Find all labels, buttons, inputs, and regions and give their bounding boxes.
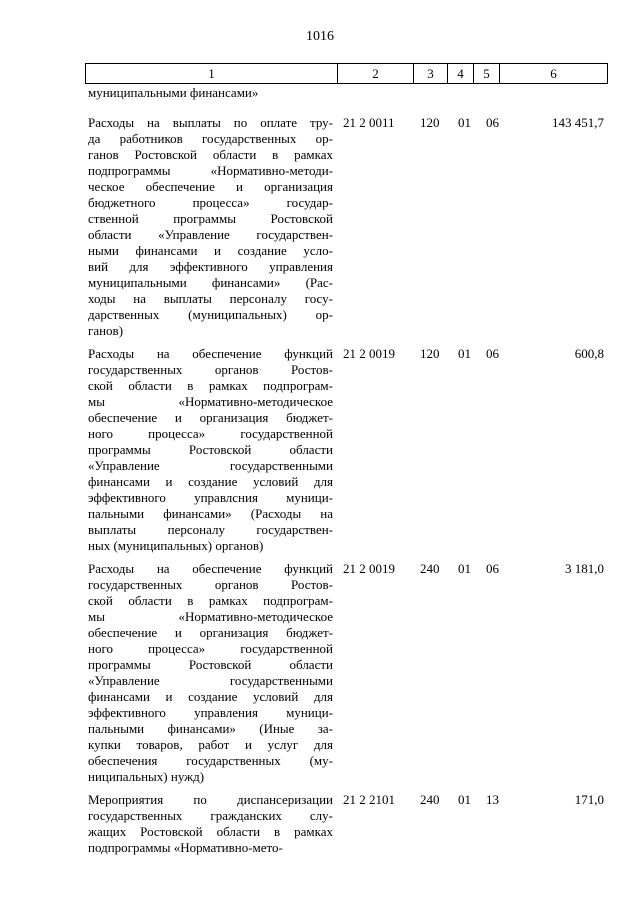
description-line: дарственных (муниципальных) ор-	[88, 307, 333, 322]
description-line: ской области в рамках подпрограм-	[88, 593, 333, 608]
description-line: пальными финансами» (Расходы на	[88, 506, 333, 521]
description-line: бюджетного процесса» государ-	[88, 195, 333, 210]
page-number: 1016	[306, 29, 334, 44]
description-line: подпрограммы «Нормативно-мето-	[88, 840, 283, 855]
description-line: пальными финансами» (Иные за-	[88, 721, 333, 736]
column-header-5: 5	[474, 64, 500, 84]
description-line: обеспечение и организация бюджет-	[88, 625, 333, 640]
row-expense-type: 120	[420, 346, 440, 361]
row-target-article: 21 2 0019	[343, 346, 395, 361]
description-line: ного процесса» государственной	[88, 641, 333, 656]
description-line: ганов)	[88, 323, 124, 338]
description-line: программы Ростовской области	[88, 442, 333, 457]
description-line: программы Ростовской области	[88, 657, 333, 672]
row-subsection: 06	[486, 115, 499, 130]
description-line: Расходы на обеспечение функций	[88, 561, 333, 576]
description-line: «Управление государственными	[88, 458, 333, 473]
description-line: жащих Ростовской области в рамках	[88, 824, 333, 839]
row-section: 01	[458, 561, 471, 576]
row-subsection: 13	[486, 792, 499, 807]
description-line: области «Управление государствен-	[88, 227, 333, 242]
description-line: финансами и создание условий для	[88, 474, 333, 489]
description-line: обеспечение и организация бюджет-	[88, 410, 333, 425]
row-target-article: 21 2 0011	[343, 115, 395, 130]
description-line: выплаты персоналу государствен-	[88, 522, 333, 537]
description-line: эффективного управлсния муници-	[88, 490, 333, 505]
column-header-3: 3	[414, 64, 448, 84]
description-line: ного процесса» государственной	[88, 426, 333, 441]
description-line: ской области в рамках подпрограм-	[88, 378, 333, 393]
description-line: обеспечения государственных (му-	[88, 753, 333, 768]
description-line: мы «Нормативно-методическое	[88, 609, 333, 624]
description-line: мы «Нормативно-методическое	[88, 394, 333, 409]
row-description	[88, 115, 333, 339]
table-row	[88, 346, 608, 554]
row-subsection: 06	[486, 346, 499, 361]
description-line: государственных органов Ростов-	[88, 577, 333, 592]
column-header-6: 6	[500, 64, 608, 84]
budget-table-body	[88, 85, 608, 856]
description-line: эффективного управления муници-	[88, 705, 333, 720]
description-line: ческое обеспечение и организация	[88, 179, 333, 194]
description-line: Расходы на обеспечение функций	[88, 346, 333, 361]
description-line: ходы на выплаты персоналу госу-	[88, 291, 333, 306]
column-header-1: 1	[86, 64, 338, 84]
row-section: 01	[458, 115, 471, 130]
description-line: купки товаров, работ и услуг для	[88, 737, 333, 752]
table-row	[88, 115, 608, 339]
description-line: «Управление государственными	[88, 673, 333, 688]
column-header-table	[85, 63, 608, 84]
row-amount: 600,8	[574, 346, 604, 361]
row-amount: 171,0	[574, 792, 604, 807]
row-description	[88, 792, 333, 856]
description-line: Мероприятия по диспансеризации	[88, 792, 333, 807]
row-description	[88, 561, 333, 785]
description-line: ственной программы Ростовской	[88, 211, 333, 226]
table-row	[88, 561, 608, 785]
table-row	[88, 792, 608, 856]
row-section: 01	[458, 346, 471, 361]
row-target-article: 21 2 2101	[343, 792, 395, 807]
row-section: 01	[458, 792, 471, 807]
column-header-2: 2	[338, 64, 414, 84]
row-description	[88, 346, 333, 554]
row-expense-type: 120	[420, 115, 440, 130]
description-line: ниципальных) нужд)	[88, 769, 205, 784]
row-subsection: 06	[486, 561, 499, 576]
description-line: да работников государственных ор-	[88, 131, 333, 146]
row-amount: 143 451,7	[552, 115, 604, 130]
row-expense-type: 240	[420, 792, 440, 807]
description-line: государственных органов Ростов-	[88, 362, 333, 377]
description-line: муниципальными финансами» (Рас-	[88, 275, 333, 290]
description-line: подпрограммы «Нормативно-методи-	[88, 163, 333, 178]
description-line: вий для эффективного управления	[88, 259, 333, 274]
description-line: ных (муниципальных) органов)	[88, 538, 264, 553]
row-expense-type: 240	[420, 561, 440, 576]
description-line: финансами и создание условий для	[88, 689, 333, 704]
row-amount: 3 181,0	[565, 561, 604, 576]
description-line: государственных гражданских слу-	[88, 808, 333, 823]
continuation-text: муниципальными финансами»	[88, 85, 259, 100]
row-target-article: 21 2 0019	[343, 561, 395, 576]
description-line: ганов Ростовской области в рамках	[88, 147, 333, 162]
column-header-row	[86, 64, 608, 84]
description-line: Расходы на выплаты по оплате тру-	[88, 115, 333, 130]
description-line: ными финансами и создание усло-	[88, 243, 333, 258]
column-header-4: 4	[448, 64, 474, 84]
